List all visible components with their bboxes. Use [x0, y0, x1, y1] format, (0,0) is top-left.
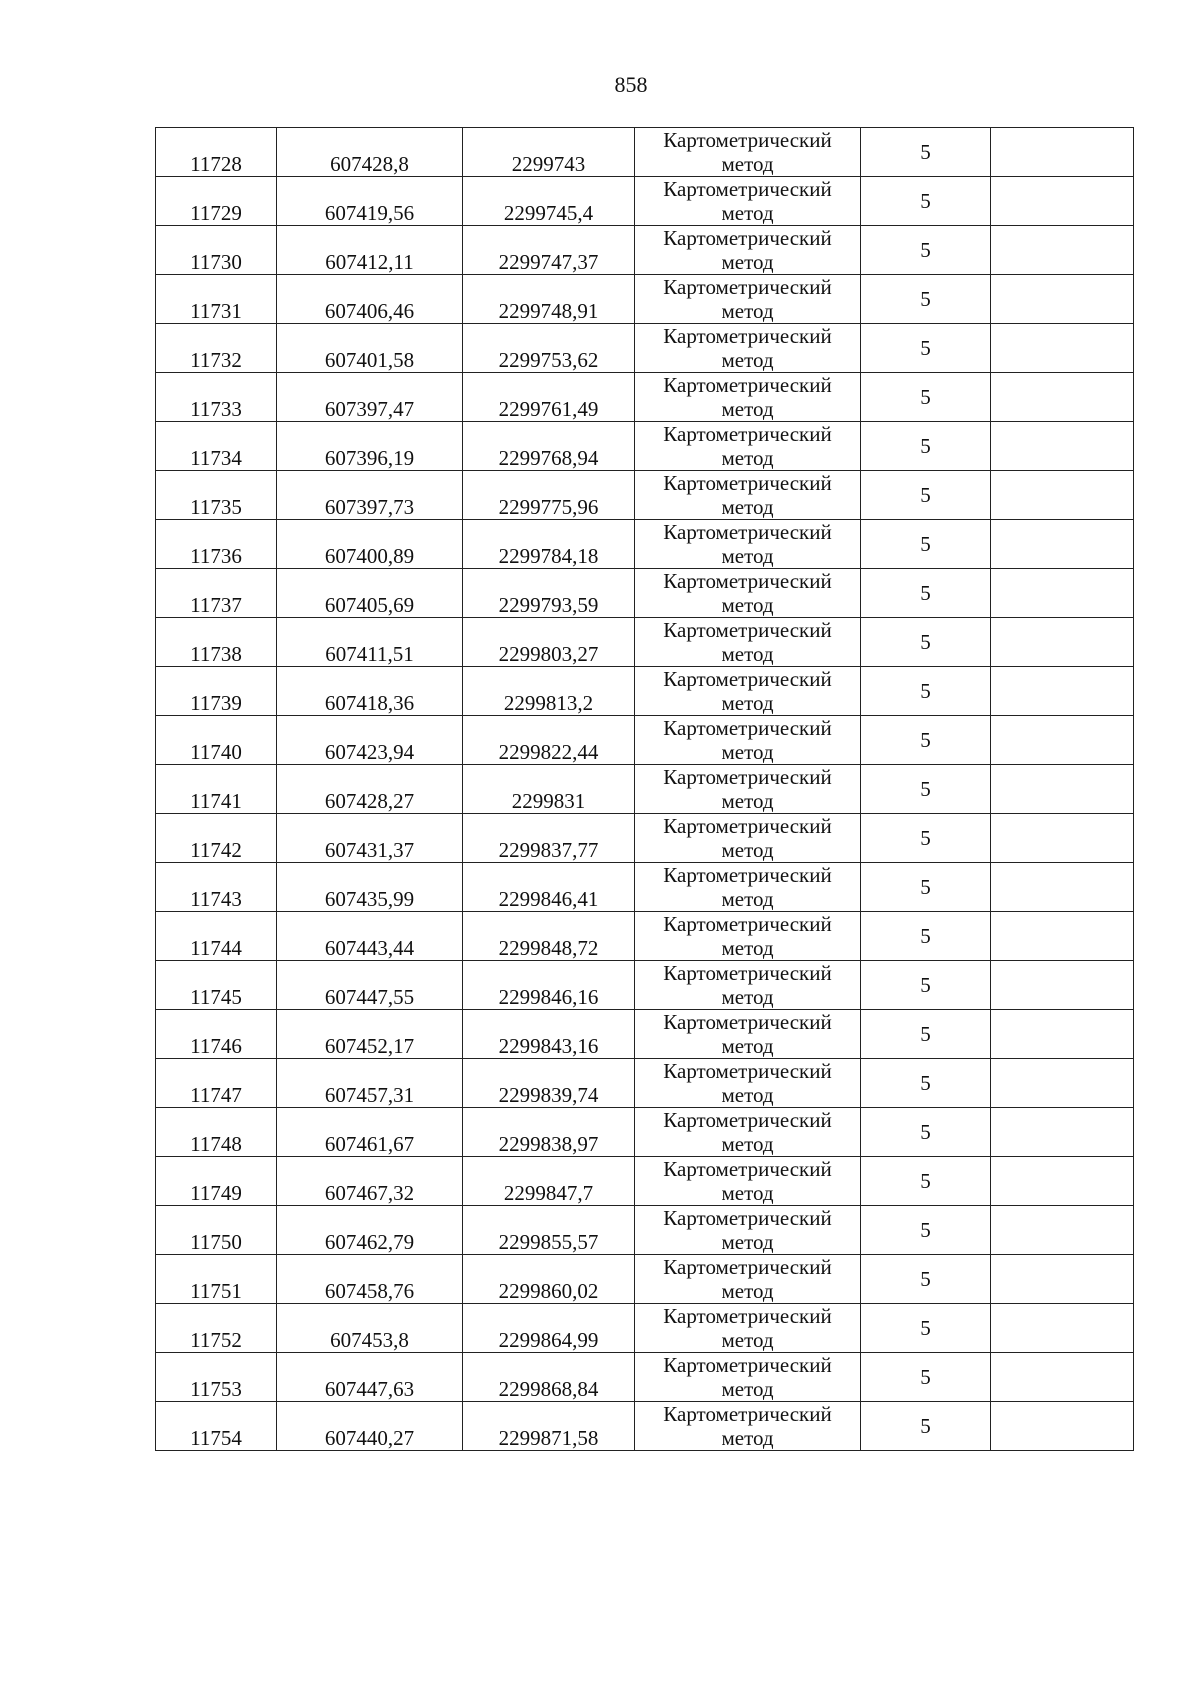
- method-line-1: Картометрический: [663, 1108, 832, 1132]
- point-number-cell: 11740: [156, 716, 277, 765]
- note-cell: [991, 1010, 1134, 1059]
- note-cell: [991, 863, 1134, 912]
- method-line-2: метод: [721, 593, 774, 617]
- table-row: [156, 1010, 1134, 1059]
- method-cell: [635, 1059, 861, 1108]
- note-cell: [991, 1255, 1134, 1304]
- method-line-2: метод: [721, 1426, 774, 1450]
- table-row: [156, 1206, 1134, 1255]
- method-line-2: метод: [721, 152, 774, 176]
- note-cell: [991, 1108, 1134, 1157]
- point-number-cell: 11737: [156, 569, 277, 618]
- note-cell: [991, 275, 1134, 324]
- table-row: [156, 373, 1134, 422]
- y-coordinate-cell: 2299846,16: [463, 961, 635, 1010]
- method-cell: [635, 1353, 861, 1402]
- y-coordinate-cell: 2299803,27: [463, 618, 635, 667]
- table-row: [156, 1108, 1134, 1157]
- y-coordinate-cell: 2299871,58: [463, 1402, 635, 1451]
- y-coordinate-cell: 2299753,62: [463, 324, 635, 373]
- point-number-cell: 11746: [156, 1010, 277, 1059]
- point-number-cell: 11749: [156, 1157, 277, 1206]
- point-number-cell: 11732: [156, 324, 277, 373]
- y-coordinate-cell: 2299793,59: [463, 569, 635, 618]
- x-coordinate-cell: 607411,51: [277, 618, 463, 667]
- point-number-cell: 11754: [156, 1402, 277, 1451]
- point-number-cell: 11738: [156, 618, 277, 667]
- table-row: [156, 1353, 1134, 1402]
- point-number-cell: 11745: [156, 961, 277, 1010]
- x-coordinate-cell: 607397,73: [277, 471, 463, 520]
- accuracy-cell: 5: [861, 1059, 991, 1108]
- method-line-1: Картометрический: [663, 1402, 832, 1426]
- method-line-1: Картометрический: [663, 1304, 832, 1328]
- x-coordinate-cell: 607396,19: [277, 422, 463, 471]
- method-cell: [635, 569, 861, 618]
- note-cell: [991, 1402, 1134, 1451]
- method-line-2: метод: [721, 985, 774, 1009]
- method-line-1: Картометрический: [663, 422, 832, 446]
- point-number-cell: 11743: [156, 863, 277, 912]
- accuracy-cell: 5: [861, 912, 991, 961]
- method-line-2: метод: [721, 544, 774, 568]
- note-cell: [991, 520, 1134, 569]
- point-number-cell: 11728: [156, 128, 277, 177]
- table-row: [156, 961, 1134, 1010]
- method-line-1: Картометрический: [663, 226, 832, 250]
- method-line-1: Картометрический: [663, 1010, 832, 1034]
- method-cell: [635, 814, 861, 863]
- method-cell: [635, 1010, 861, 1059]
- method-cell: [635, 226, 861, 275]
- method-cell: [635, 863, 861, 912]
- note-cell: [991, 226, 1134, 275]
- method-line-2: метод: [721, 1132, 774, 1156]
- accuracy-cell: 5: [861, 1010, 991, 1059]
- method-line-2: метод: [721, 348, 774, 372]
- method-line-1: Картометрический: [663, 324, 832, 348]
- accuracy-cell: 5: [861, 569, 991, 618]
- note-cell: [991, 765, 1134, 814]
- method-line-1: Картометрический: [663, 373, 832, 397]
- y-coordinate-cell: 2299868,84: [463, 1353, 635, 1402]
- accuracy-cell: 5: [861, 716, 991, 765]
- method-line-2: метод: [721, 446, 774, 470]
- method-cell: [635, 716, 861, 765]
- point-number-cell: 11753: [156, 1353, 277, 1402]
- method-line-2: метод: [721, 299, 774, 323]
- table-row: [156, 1255, 1134, 1304]
- y-coordinate-cell: 2299775,96: [463, 471, 635, 520]
- accuracy-cell: 5: [861, 275, 991, 324]
- y-coordinate-cell: 2299747,37: [463, 226, 635, 275]
- table-row: [156, 814, 1134, 863]
- point-number-cell: 11730: [156, 226, 277, 275]
- table-row: [156, 667, 1134, 716]
- method-line-1: Картометрический: [663, 1206, 832, 1230]
- coordinates-table-body: [156, 128, 1134, 1451]
- point-number-cell: 11751: [156, 1255, 277, 1304]
- table-row: [156, 177, 1134, 226]
- accuracy-cell: 5: [861, 961, 991, 1010]
- table-row: [156, 520, 1134, 569]
- table-row: [156, 226, 1134, 275]
- method-line-1: Картометрический: [663, 569, 832, 593]
- y-coordinate-cell: 2299855,57: [463, 1206, 635, 1255]
- point-number-cell: 11729: [156, 177, 277, 226]
- accuracy-cell: 5: [861, 1108, 991, 1157]
- x-coordinate-cell: 607412,11: [277, 226, 463, 275]
- accuracy-cell: 5: [861, 765, 991, 814]
- point-number-cell: 11736: [156, 520, 277, 569]
- y-coordinate-cell: 2299860,02: [463, 1255, 635, 1304]
- method-line-1: Картометрический: [663, 814, 832, 838]
- point-number-cell: 11735: [156, 471, 277, 520]
- method-cell: [635, 324, 861, 373]
- table-row: [156, 569, 1134, 618]
- accuracy-cell: 5: [861, 1402, 991, 1451]
- note-cell: [991, 324, 1134, 373]
- method-cell: [635, 177, 861, 226]
- method-line-1: Картометрический: [663, 177, 832, 201]
- note-cell: [991, 667, 1134, 716]
- x-coordinate-cell: 607418,36: [277, 667, 463, 716]
- accuracy-cell: 5: [861, 520, 991, 569]
- accuracy-cell: 5: [861, 1157, 991, 1206]
- x-coordinate-cell: 607405,69: [277, 569, 463, 618]
- method-line-2: метод: [721, 642, 774, 666]
- accuracy-cell: 5: [861, 1353, 991, 1402]
- method-cell: [635, 422, 861, 471]
- table-row: [156, 765, 1134, 814]
- method-line-2: метод: [721, 495, 774, 519]
- method-line-1: Картометрический: [663, 765, 832, 789]
- x-coordinate-cell: 607462,79: [277, 1206, 463, 1255]
- table-row: [156, 618, 1134, 667]
- accuracy-cell: 5: [861, 1206, 991, 1255]
- note-cell: [991, 128, 1134, 177]
- y-coordinate-cell: 2299743: [463, 128, 635, 177]
- table-row: [156, 324, 1134, 373]
- method-cell: [635, 667, 861, 716]
- y-coordinate-cell: 2299822,44: [463, 716, 635, 765]
- method-cell: [635, 275, 861, 324]
- method-line-1: Картометрический: [663, 961, 832, 985]
- note-cell: [991, 912, 1134, 961]
- method-line-2: метод: [721, 740, 774, 764]
- point-number-cell: 11739: [156, 667, 277, 716]
- table-row: [156, 1304, 1134, 1353]
- method-cell: [635, 765, 861, 814]
- method-line-2: метод: [721, 201, 774, 225]
- x-coordinate-cell: 607440,27: [277, 1402, 463, 1451]
- table-row: [156, 128, 1134, 177]
- method-cell: [635, 1157, 861, 1206]
- method-cell: [635, 520, 861, 569]
- method-line-1: Картометрический: [663, 716, 832, 740]
- x-coordinate-cell: 607461,67: [277, 1108, 463, 1157]
- accuracy-cell: 5: [861, 814, 991, 863]
- method-cell: [635, 373, 861, 422]
- method-cell: [635, 961, 861, 1010]
- y-coordinate-cell: 2299768,94: [463, 422, 635, 471]
- method-cell: [635, 618, 861, 667]
- method-line-2: метод: [721, 1083, 774, 1107]
- method-line-2: метод: [721, 1279, 774, 1303]
- x-coordinate-cell: 607419,56: [277, 177, 463, 226]
- method-line-2: метод: [721, 936, 774, 960]
- coordinates-table: [155, 127, 1134, 1451]
- x-coordinate-cell: 607428,27: [277, 765, 463, 814]
- method-line-1: Картометрический: [663, 1157, 832, 1181]
- point-number-cell: 11747: [156, 1059, 277, 1108]
- method-line-2: метод: [721, 789, 774, 813]
- point-number-cell: 11750: [156, 1206, 277, 1255]
- accuracy-cell: 5: [861, 1255, 991, 1304]
- note-cell: [991, 1206, 1134, 1255]
- note-cell: [991, 1353, 1134, 1402]
- method-line-1: Картометрический: [663, 471, 832, 495]
- y-coordinate-cell: 2299745,4: [463, 177, 635, 226]
- x-coordinate-cell: 607400,89: [277, 520, 463, 569]
- method-line-1: Картометрический: [663, 1353, 832, 1377]
- method-cell: [635, 1108, 861, 1157]
- method-cell: [635, 471, 861, 520]
- table-row: [156, 1157, 1134, 1206]
- x-coordinate-cell: 607453,8: [277, 1304, 463, 1353]
- table-row: [156, 912, 1134, 961]
- x-coordinate-cell: 607447,63: [277, 1353, 463, 1402]
- x-coordinate-cell: 607457,31: [277, 1059, 463, 1108]
- y-coordinate-cell: 2299784,18: [463, 520, 635, 569]
- x-coordinate-cell: 607443,44: [277, 912, 463, 961]
- note-cell: [991, 373, 1134, 422]
- x-coordinate-cell: 607447,55: [277, 961, 463, 1010]
- method-line-2: метод: [721, 1328, 774, 1352]
- note-cell: [991, 814, 1134, 863]
- method-line-2: метод: [721, 691, 774, 715]
- x-coordinate-cell: 607401,58: [277, 324, 463, 373]
- y-coordinate-cell: 2299813,2: [463, 667, 635, 716]
- method-cell: [635, 1402, 861, 1451]
- method-cell: [635, 1304, 861, 1353]
- method-line-1: Картометрический: [663, 667, 832, 691]
- point-number-cell: 11744: [156, 912, 277, 961]
- y-coordinate-cell: 2299761,49: [463, 373, 635, 422]
- point-number-cell: 11748: [156, 1108, 277, 1157]
- x-coordinate-cell: 607458,76: [277, 1255, 463, 1304]
- x-coordinate-cell: 607397,47: [277, 373, 463, 422]
- accuracy-cell: 5: [861, 667, 991, 716]
- method-line-1: Картометрический: [663, 863, 832, 887]
- y-coordinate-cell: 2299843,16: [463, 1010, 635, 1059]
- note-cell: [991, 1059, 1134, 1108]
- y-coordinate-cell: 2299847,7: [463, 1157, 635, 1206]
- method-line-2: метод: [721, 887, 774, 911]
- y-coordinate-cell: 2299846,41: [463, 863, 635, 912]
- x-coordinate-cell: 607428,8: [277, 128, 463, 177]
- method-line-2: метод: [721, 838, 774, 862]
- method-line-2: метод: [721, 1230, 774, 1254]
- point-number-cell: 11752: [156, 1304, 277, 1353]
- method-line-1: Картометрический: [663, 618, 832, 642]
- method-cell: [635, 1255, 861, 1304]
- y-coordinate-cell: 2299831: [463, 765, 635, 814]
- table-row: [156, 422, 1134, 471]
- x-coordinate-cell: 607423,94: [277, 716, 463, 765]
- method-line-2: метод: [721, 397, 774, 421]
- table-row: [156, 471, 1134, 520]
- table-row: [156, 1059, 1134, 1108]
- accuracy-cell: 5: [861, 373, 991, 422]
- point-number-cell: 11741: [156, 765, 277, 814]
- note-cell: [991, 618, 1134, 667]
- point-number-cell: 11734: [156, 422, 277, 471]
- x-coordinate-cell: 607406,46: [277, 275, 463, 324]
- point-number-cell: 11742: [156, 814, 277, 863]
- note-cell: [991, 177, 1134, 226]
- y-coordinate-cell: 2299748,91: [463, 275, 635, 324]
- y-coordinate-cell: 2299838,97: [463, 1108, 635, 1157]
- note-cell: [991, 471, 1134, 520]
- x-coordinate-cell: 607431,37: [277, 814, 463, 863]
- table-row: [156, 863, 1134, 912]
- x-coordinate-cell: 607467,32: [277, 1157, 463, 1206]
- note-cell: [991, 422, 1134, 471]
- y-coordinate-cell: 2299848,72: [463, 912, 635, 961]
- method-line-2: метод: [721, 1181, 774, 1205]
- note-cell: [991, 961, 1134, 1010]
- method-line-1: Картометрический: [663, 275, 832, 299]
- table-row: [156, 716, 1134, 765]
- x-coordinate-cell: 607452,17: [277, 1010, 463, 1059]
- accuracy-cell: 5: [861, 618, 991, 667]
- method-cell: [635, 1206, 861, 1255]
- table-row: [156, 1402, 1134, 1451]
- note-cell: [991, 716, 1134, 765]
- method-cell: [635, 128, 861, 177]
- method-cell: [635, 912, 861, 961]
- accuracy-cell: 5: [861, 863, 991, 912]
- method-line-1: Картометрический: [663, 520, 832, 544]
- note-cell: [991, 1304, 1134, 1353]
- note-cell: [991, 1157, 1134, 1206]
- table-row: [156, 275, 1134, 324]
- accuracy-cell: 5: [861, 128, 991, 177]
- accuracy-cell: 5: [861, 471, 991, 520]
- method-line-2: метод: [721, 1034, 774, 1058]
- y-coordinate-cell: 2299837,77: [463, 814, 635, 863]
- page-number: 858: [614, 72, 648, 97]
- method-line-2: метод: [721, 1377, 774, 1401]
- point-number-cell: 11731: [156, 275, 277, 324]
- method-line-1: Картометрический: [663, 1255, 832, 1279]
- method-line-1: Картометрический: [663, 128, 832, 152]
- y-coordinate-cell: 2299864,99: [463, 1304, 635, 1353]
- accuracy-cell: 5: [861, 422, 991, 471]
- method-line-2: метод: [721, 250, 774, 274]
- y-coordinate-cell: 2299839,74: [463, 1059, 635, 1108]
- accuracy-cell: 5: [861, 1304, 991, 1353]
- method-line-1: Картометрический: [663, 1059, 832, 1083]
- note-cell: [991, 569, 1134, 618]
- point-number-cell: 11733: [156, 373, 277, 422]
- method-line-1: Картометрический: [663, 912, 832, 936]
- accuracy-cell: 5: [861, 177, 991, 226]
- accuracy-cell: 5: [861, 324, 991, 373]
- x-coordinate-cell: 607435,99: [277, 863, 463, 912]
- accuracy-cell: 5: [861, 226, 991, 275]
